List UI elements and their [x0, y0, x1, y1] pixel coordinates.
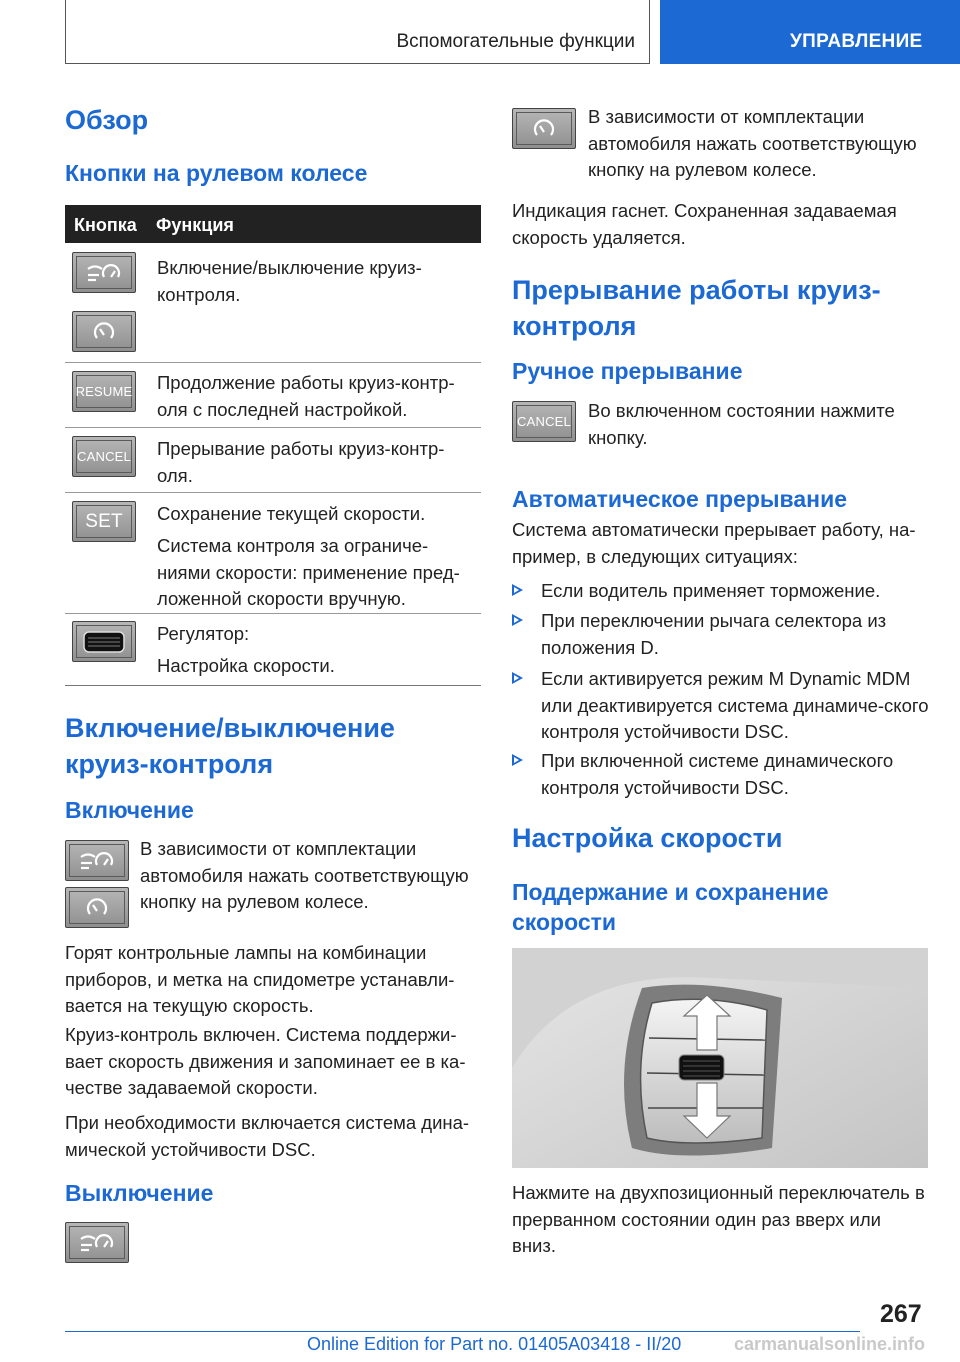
header-chapter-label: УПРАВЛЕНИЕ [790, 31, 923, 52]
table-divider [65, 362, 481, 363]
cruise-control-alt-button [72, 311, 136, 352]
off-text: В зависимости от комплектации автомобиля нажать соответствующую кнопку на рулевом колесе. [588, 106, 917, 180]
steering-wheel-photo [512, 948, 928, 1168]
heading-on: Включение [65, 797, 194, 823]
paragraph-cruise-on: Круиз-контроль включен. Система поддержи-вает скорость движения и запоминает ее в ка-честве задаваемой скорости. [65, 1024, 466, 1098]
bullet-marker-icon [512, 672, 523, 684]
speedometer-icon [532, 117, 556, 141]
cruise-control-icon [79, 849, 115, 873]
cancel-button [72, 436, 136, 477]
steering-wheel-controls-image [512, 948, 928, 1168]
watermark: carmanualsonline.info [734, 1334, 926, 1354]
cruise-control-icon [79, 1231, 115, 1255]
heading-auto-interrupt: Автоматическое прерывание [512, 486, 848, 512]
heading-overview: Обзор [65, 105, 149, 135]
table-bottom-rule [65, 685, 481, 686]
heading-speed-setting: Настройка скорости [512, 823, 783, 853]
table-divider [65, 427, 481, 428]
speedometer-icon [85, 896, 109, 920]
off-cruise-button [65, 1222, 129, 1263]
auto-interrupt-text: Система автоматически прерывает работу, на-пример, в следующих ситуациях: [512, 519, 916, 567]
heading-interrupt: Прерывание работы круиз-контроля [512, 275, 881, 341]
paragraph-indication-off: Индикация гаснет. Сохраненная задаваемая скорость удаляется. [512, 200, 897, 248]
table-row-5-text: Регулятор: [157, 623, 250, 644]
heading-keep-speed: Поддержание и сохранение скорости [512, 879, 829, 935]
heading-on-off: Включение/выключение круиз-контроля [65, 713, 395, 779]
resume-button [72, 371, 136, 412]
on-speedometer-button [65, 887, 129, 928]
table-row-1-text: Включение/выключение круиз-контроля. [157, 257, 422, 305]
table-row-2-text: Продолжение работы круиз-контр-оля с последней настройкой. [157, 372, 455, 420]
header-section-title: Вспомогательные функции [396, 31, 635, 52]
heading-wheel-buttons: Кнопки на рулевом колесе [65, 160, 368, 186]
rocker-switch-icon [82, 629, 126, 655]
header-section-box [65, 0, 650, 64]
table-row-5-text-2: Настройка скорости. [157, 655, 335, 676]
table-header-button: Кнопка [74, 215, 137, 235]
table-row-3-text: Прерывание работы круиз-контр-оля. [157, 438, 445, 486]
cancel-button-label: CANCEL [76, 440, 132, 473]
cruise-control-button [72, 252, 136, 293]
rocker-switch-button [72, 621, 136, 662]
set-button [72, 501, 136, 542]
paragraph-dsc: При необходимости включается система дина-мической устойчивости DSC. [65, 1112, 470, 1160]
manual-interrupt-text: Во включенном состоянии нажмите кнопку. [588, 400, 895, 448]
cruise-control-icon [86, 261, 122, 285]
bullet-marker-icon [512, 584, 523, 596]
on-text: В зависимости от комплектации автомобиля нажать соответствующую кнопку на рулевом колесе. [140, 838, 469, 912]
header-chapter-tab [660, 0, 960, 64]
table-row-4-text: Сохранение текущей скорости. [157, 503, 426, 524]
bullet-marker-icon [512, 614, 523, 626]
paragraph-lamps: Горят контрольные лампы на комбинации приборов, и метка на спидометре устанавли-вается на текущую скорость. [65, 942, 455, 1016]
on-cruise-button [65, 840, 129, 881]
off-speedometer-button [512, 108, 576, 149]
bullet-marker-icon [512, 754, 523, 766]
set-button-label: SET [76, 505, 132, 538]
table-header [65, 205, 481, 243]
manual-cancel-button [512, 401, 576, 442]
heading-off: Выключение [65, 1180, 214, 1206]
heading-manual-interrupt: Ручное прерывание [512, 358, 743, 384]
table-row-4-text-2: Система контроля за ограниче-ниями скорости: применение пред-ложенной скорости вручную. [157, 535, 460, 609]
page-number: 267 [880, 1300, 922, 1328]
speedometer-icon [92, 320, 116, 344]
footer-edition: Online Edition for Part no. 01405A03418 - II/20 [307, 1334, 682, 1354]
photo-caption: Нажмите на двухпозиционный переключатель в прерванном состоянии один раз вверх или вниз. [512, 1182, 925, 1256]
footer-rule [65, 1331, 860, 1332]
manual-cancel-label: CANCEL [516, 405, 572, 438]
table-divider [65, 492, 481, 493]
resume-button-label: RESUME [76, 375, 132, 408]
table-divider [65, 613, 481, 614]
table-header-function: Функция [156, 215, 234, 235]
